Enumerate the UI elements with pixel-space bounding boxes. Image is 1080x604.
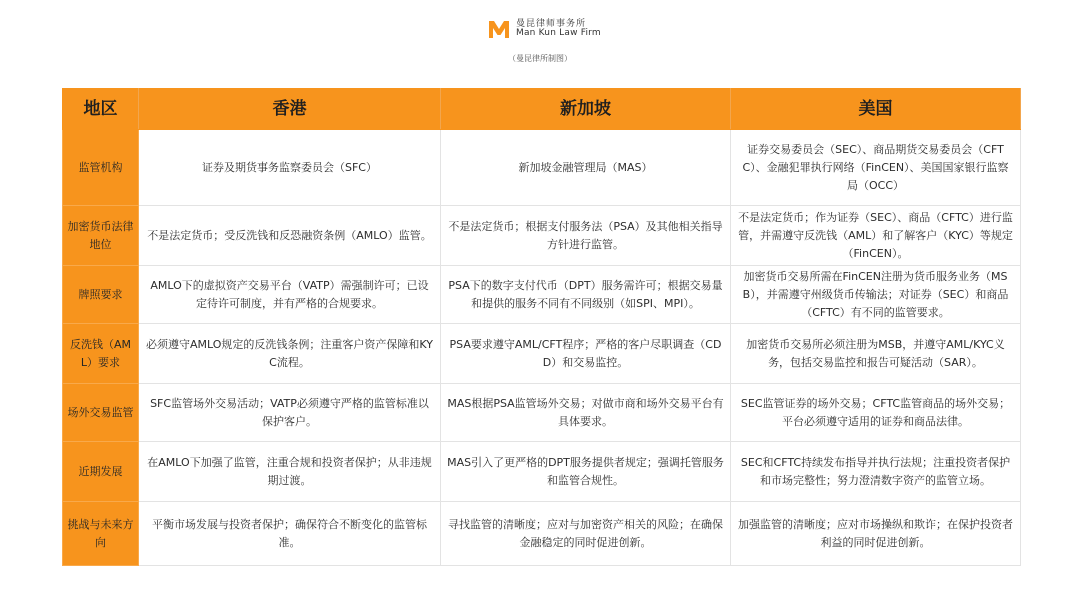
table-header-row [63, 89, 1021, 130]
cell-usa: 证券交易委员会（SEC）、商品期货交易委员会（CFTC）、金融犯罪执行网络（FinCEN）、美国国家银行监察局（OCC） [731, 130, 1021, 206]
cell-hong-kong: 平衡市场发展与投资者保护；确保符合不断变化的监管标准。 [139, 502, 441, 566]
cell-hong-kong: 不是法定货币；受反洗钱和反恐融资条例（AMLO）监管。 [139, 206, 441, 266]
row-label: 近期发展 [63, 442, 139, 502]
row-label: 监管机构 [63, 130, 139, 206]
header-region: 地区 [63, 89, 139, 130]
cell-singapore: PSA要求遵守AML/CFT程序；严格的客户尽职调查（CDD）和交易监控。 [441, 324, 731, 384]
row-label: 挑战与未来方向 [63, 502, 139, 566]
brand-text [516, 20, 601, 39]
cell-usa: 加密货币交易所需在FinCEN注册为货币服务业务（MSB），并需遵守州级货币传输法；对证券（SEC）和商品（CFTC）有不同的监管要求。 [731, 266, 1021, 324]
row-label: 加密货币法律地位 [63, 206, 139, 266]
cell-singapore: MAS根据PSA监管场外交易；对做市商和场外交易平台有具体要求。 [441, 384, 731, 442]
cell-hong-kong: 在AMLO下加强了监管，注重合规和投资者保护；从非违规期过渡。 [139, 442, 441, 502]
cell-hong-kong: 证券及期货事务监察委员会（SFC） [139, 130, 441, 206]
brand [488, 18, 601, 40]
table-row [63, 384, 1021, 442]
image-credit: （曼昆律所制图） [508, 54, 572, 63]
cell-hong-kong: AMLO下的虚拟资产交易平台（VATP）需强制许可；已设定待许可制度，并有严格的合规要求。 [139, 266, 441, 324]
cell-singapore: 新加坡金融管理局（MAS） [441, 130, 731, 206]
cell-usa: 不是法定货币；作为证券（SEC）、商品（CFTC）进行监管，并需遵守反洗钱（AML）和了解客户（KYC）等规定（FinCEN）。 [731, 206, 1021, 266]
cell-usa: SEC和CFTC持续发布指导并执行法规；注重投资者保护和市场完整性；努力澄清数字资产的监管立场。 [731, 442, 1021, 502]
cell-hong-kong: 必须遵守AMLO规定的反洗钱条例；注重客户资产保障和KYC流程。 [139, 324, 441, 384]
cell-singapore: 寻找监管的清晰度；应对与加密资产相关的风险；在确保金融稳定的同时促进创新。 [441, 502, 731, 566]
regulation-comparison-table [62, 88, 1021, 566]
cell-usa: 加强监管的清晰度；应对市场操纵和欺诈；在保护投资者利益的同时促进创新。 [731, 502, 1021, 566]
row-label: 牌照要求 [63, 266, 139, 324]
brand-name-en: Man Kun Law Firm [516, 28, 601, 38]
header-hong-kong: 香港 [139, 89, 441, 130]
cell-usa: SEC监管证券的场外交易；CFTC监管商品的场外交易；平台必须遵守适用的证券和商品法律。 [731, 384, 1021, 442]
table-row [63, 324, 1021, 384]
table-row [63, 502, 1021, 566]
header-usa: 美国 [731, 89, 1021, 130]
cell-singapore: 不是法定货币；根据支付服务法（PSA）及其他相关指导方针进行监管。 [441, 206, 731, 266]
cell-usa: 加密货币交易所必须注册为MSB，并遵守AML/KYC义务，包括交易监控和报告可疑活动（SAR）。 [731, 324, 1021, 384]
header-singapore: 新加坡 [441, 89, 731, 130]
row-label: 场外交易监管 [63, 384, 139, 442]
table-row [63, 130, 1021, 206]
cell-singapore: MAS引入了更严格的DPT服务提供者规定；强调托管服务和监管合规性。 [441, 442, 731, 502]
cell-singapore: PSA下的数字支付代币（DPT）服务需许可；根据交易量和提供的服务不同有不同级别（如SPI、MPI）。 [441, 266, 731, 324]
brand-name-cn: 曼昆律师事务所 [516, 18, 587, 29]
cell-hong-kong: SFC监管场外交易活动；VATP必须遵守严格的监管标准以保护客户。 [139, 384, 441, 442]
table-row [63, 442, 1021, 502]
row-label: 反洗钱（AML）要求 [63, 324, 139, 384]
man-kun-logo-icon [488, 18, 510, 40]
table-row [63, 266, 1021, 324]
table-row [63, 206, 1021, 266]
